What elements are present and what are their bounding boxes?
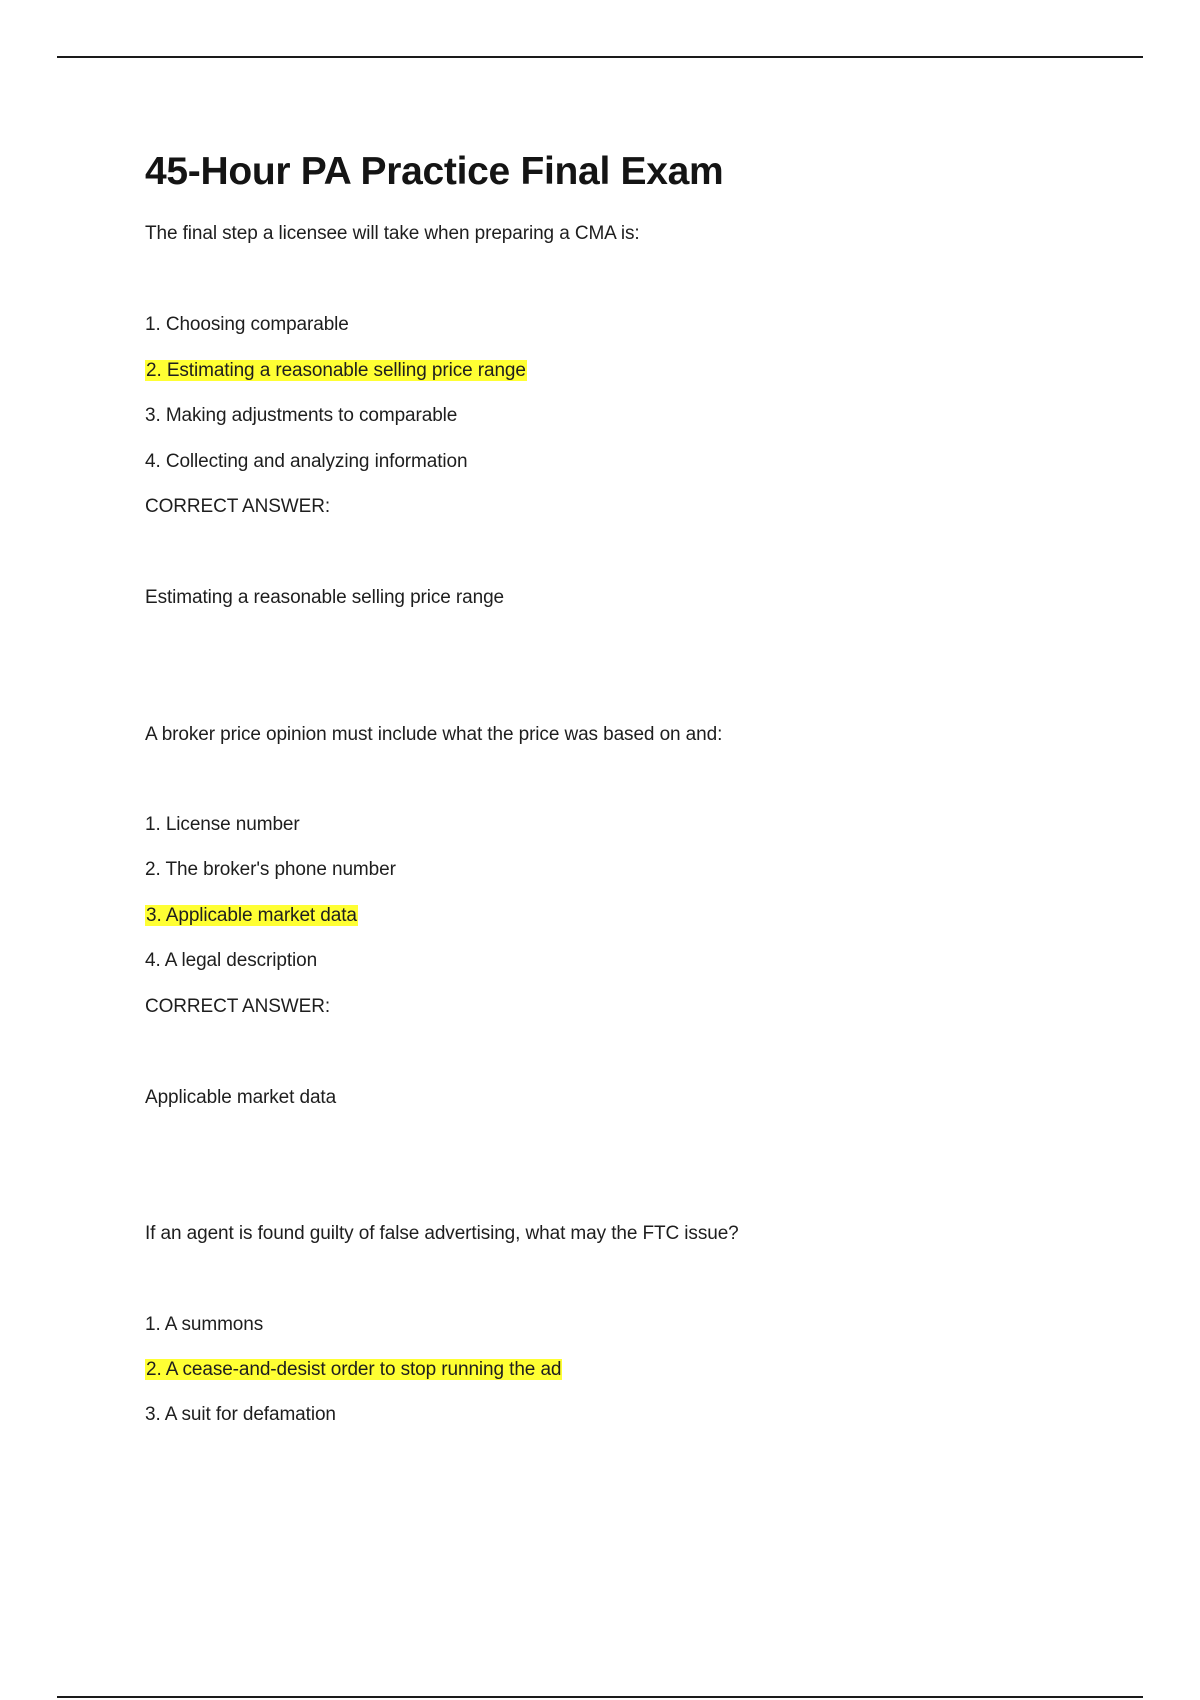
- top-rule: [57, 56, 1143, 58]
- question-3-prompt: If an agent is found guilty of false advertising, what may the FTC issue?: [145, 1223, 739, 1244]
- option-text: 1. A summons: [145, 1314, 264, 1335]
- question-2-option-2: [145, 857, 396, 883]
- question-1-answer-label: CORRECT ANSWER:: [145, 496, 331, 517]
- bottom-rule: [57, 1696, 1143, 1698]
- question-3-option-1: [145, 1312, 263, 1338]
- option-text: 1. Choosing comparable: [145, 314, 349, 335]
- option-text: 3. A suit for defamation: [145, 1404, 336, 1425]
- option-text: 4. A legal description: [145, 950, 318, 971]
- question-1-option-1: [145, 312, 349, 338]
- question-1-answer: Estimating a reasonable selling price range: [145, 587, 505, 608]
- highlighted-option-text: 2. Estimating a reasonable selling price range: [146, 360, 526, 381]
- option-text: 3. Making adjustments to comparable: [145, 405, 458, 426]
- highlighted-option-text: 2. A cease-and-desist order to stop running the ad: [146, 1359, 562, 1380]
- question-2-option-1: [145, 812, 300, 838]
- question-2-prompt: A broker price opinion must include what the price was based on and:: [145, 724, 723, 745]
- page-title: 45-Hour PA Practice Final Exam: [145, 150, 724, 193]
- option-text: 4. Collecting and analyzing information: [145, 451, 468, 472]
- question-2-option-4: [145, 948, 317, 974]
- question-1-option-2: [145, 358, 527, 384]
- question-2-answer: Applicable market data: [145, 1087, 337, 1108]
- question-3-option-3: [145, 1402, 336, 1428]
- question-1-option-3: [145, 403, 457, 429]
- question-2-option-3: [145, 903, 358, 929]
- question-1-prompt: The final step a licensee will take when preparing a CMA is:: [145, 223, 640, 244]
- question-3-option-2: [145, 1357, 562, 1383]
- question-2-answer-label: CORRECT ANSWER:: [145, 996, 331, 1017]
- option-text: 2. The broker's phone number: [145, 859, 396, 880]
- question-1-option-4: [145, 449, 467, 475]
- highlighted-option-text: 3. Applicable market data: [146, 905, 357, 926]
- option-text: 1. License number: [145, 814, 300, 835]
